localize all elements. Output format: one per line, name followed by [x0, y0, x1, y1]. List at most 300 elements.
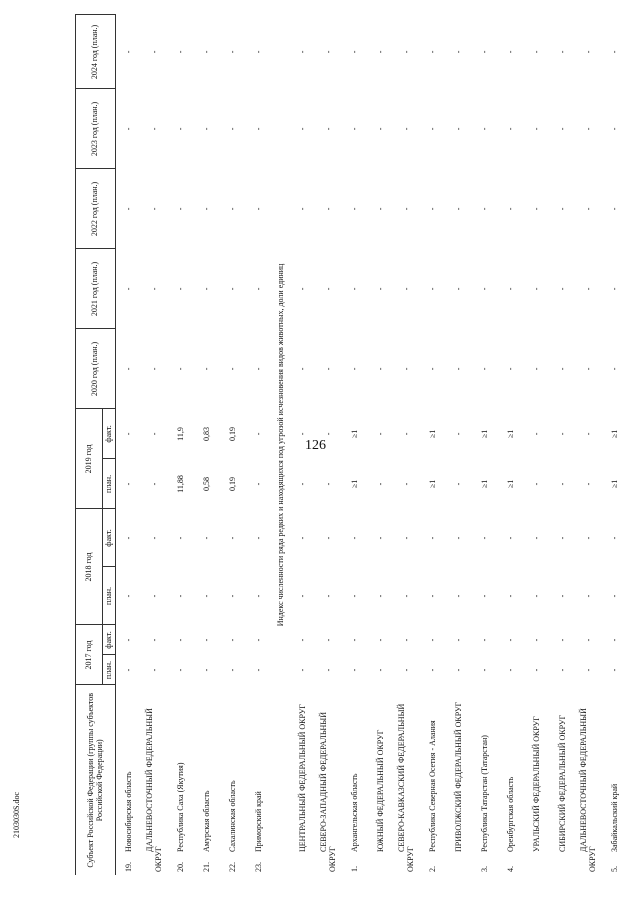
- row-value: -: [297, 432, 307, 436]
- page-number: 126: [305, 438, 326, 453]
- row-label: ЦЕНТРАЛЬНЫЙ ФЕДЕРАЛЬНЫЙ ОКРУГ: [297, 703, 307, 852]
- row-value: -: [557, 207, 567, 211]
- row-label: ЮЖНЫЙ ФЕДЕРАЛЬНЫЙ ОКРУГ: [375, 729, 385, 852]
- table-row: [524, 15, 550, 875]
- row-label: Забайкальский край: [609, 783, 619, 852]
- row-value: 0,19: [227, 476, 237, 491]
- row-value: ≥1: [427, 429, 437, 439]
- row-name: [498, 685, 524, 875]
- table-row: [550, 15, 576, 875]
- data-table: [75, 14, 628, 875]
- row-value: -: [401, 482, 411, 486]
- row-value: -: [175, 367, 185, 371]
- row-value: -: [201, 367, 211, 371]
- row-value: -: [479, 668, 489, 672]
- table-row: [220, 15, 246, 875]
- row-value: -: [253, 127, 263, 131]
- table-row: [576, 15, 602, 875]
- row-value: -: [123, 207, 133, 211]
- row-value: -: [453, 287, 463, 291]
- row-name: [116, 685, 143, 875]
- table-row: [498, 15, 524, 875]
- row-value: -: [253, 367, 263, 371]
- row-value: -: [453, 482, 463, 486]
- row-value: 11,88: [175, 475, 185, 493]
- row-label: Республика Северная Осетия - Алания: [427, 720, 437, 852]
- row-value: -: [505, 536, 515, 540]
- row-value: -: [609, 668, 619, 672]
- row-value: -: [149, 50, 159, 54]
- row-value: -: [505, 594, 515, 598]
- row-value: -: [427, 594, 437, 598]
- row-value: -: [297, 482, 307, 486]
- row-value: -: [149, 367, 159, 371]
- row-value: -: [123, 50, 133, 54]
- row-value: -: [227, 50, 237, 54]
- row-value: -: [253, 432, 263, 436]
- row-value: -: [227, 594, 237, 598]
- row-value: -: [175, 287, 185, 291]
- row-value: -: [227, 127, 237, 131]
- row-value: -: [479, 207, 489, 211]
- row-value: -: [227, 367, 237, 371]
- row-value: -: [253, 536, 263, 540]
- row-value: -: [123, 638, 133, 642]
- row-number: 21.: [201, 862, 211, 872]
- row-value: -: [427, 50, 437, 54]
- row-value: -: [323, 207, 333, 211]
- row-value: -: [323, 594, 333, 598]
- row-label: Оренбургская область: [505, 776, 515, 852]
- row-value: -: [123, 594, 133, 598]
- row-name: [342, 685, 368, 875]
- row-value: -: [349, 638, 359, 642]
- row-name: [316, 685, 342, 875]
- row-label: Амурская область: [201, 790, 211, 852]
- row-value: -: [583, 432, 593, 436]
- row-value: -: [401, 50, 411, 54]
- table-row: [446, 15, 472, 875]
- header-row: [76, 15, 103, 875]
- row-value: -: [297, 287, 307, 291]
- row-value: -: [609, 50, 619, 54]
- row-value: -: [609, 367, 619, 371]
- row-label: Республика Саха (Якутия): [175, 762, 185, 852]
- row-value: -: [123, 287, 133, 291]
- row-label: Приморский край: [253, 791, 263, 852]
- table-row: [116, 15, 143, 875]
- row-value: -: [427, 287, 437, 291]
- header-subject: Субъект Российской Федерации (группы субъектов Российской Федерации): [76, 685, 116, 875]
- header-fact: факт.: [103, 409, 116, 459]
- row-name: [168, 685, 194, 875]
- row-name: [290, 685, 316, 875]
- row-value: -: [375, 367, 385, 371]
- row-value: -: [323, 536, 333, 540]
- row-value: ≥1: [479, 429, 489, 439]
- row-name: [220, 685, 246, 875]
- row-value: -: [349, 207, 359, 211]
- row-value: -: [479, 536, 489, 540]
- row-number: 19.: [123, 862, 133, 872]
- row-value: -: [427, 207, 437, 211]
- row-name: [194, 685, 220, 875]
- row-number: 2.: [427, 866, 437, 872]
- row-value: -: [453, 367, 463, 371]
- row-value: -: [123, 127, 133, 131]
- row-label: УРАЛЬСКИЙ ФЕДЕРАЛЬНЫЙ ОКРУГ: [531, 716, 541, 852]
- table-row: [472, 15, 498, 875]
- row-value: -: [201, 127, 211, 131]
- row-value: -: [349, 594, 359, 598]
- row-value: -: [323, 668, 333, 672]
- row-value: -: [453, 536, 463, 540]
- table-row: [168, 15, 194, 875]
- row-value: -: [253, 287, 263, 291]
- row-value: -: [201, 638, 211, 642]
- table-row: [394, 15, 420, 875]
- row-value: -: [375, 50, 385, 54]
- row-value: ≥1: [349, 479, 359, 489]
- row-value: -: [401, 367, 411, 371]
- table-row: [602, 15, 628, 875]
- row-value: -: [505, 207, 515, 211]
- row-value: -: [557, 536, 567, 540]
- row-value: -: [479, 50, 489, 54]
- row-name: [368, 685, 394, 875]
- row-value: -: [609, 287, 619, 291]
- rotated-table-container: [75, 15, 619, 875]
- row-value: -: [227, 668, 237, 672]
- row-value: -: [427, 127, 437, 131]
- row-value: -: [583, 127, 593, 131]
- row-value: -: [609, 594, 619, 598]
- row-value: -: [531, 482, 541, 486]
- row-value: -: [531, 594, 541, 598]
- row-value: -: [253, 207, 263, 211]
- row-value: -: [583, 668, 593, 672]
- row-value: -: [609, 536, 619, 540]
- row-value: -: [297, 367, 307, 371]
- row-value: -: [453, 594, 463, 598]
- table-row: [290, 15, 316, 875]
- row-value: -: [297, 668, 307, 672]
- header-year: 2023 год (план.): [76, 89, 116, 169]
- row-value: -: [349, 287, 359, 291]
- row-value: -: [375, 594, 385, 598]
- header-plan: план.: [103, 655, 116, 685]
- row-value: -: [123, 367, 133, 371]
- row-value: -: [479, 638, 489, 642]
- row-value: -: [149, 287, 159, 291]
- row-value: 0,19: [227, 426, 237, 441]
- row-value: -: [123, 536, 133, 540]
- row-name: [394, 685, 420, 875]
- row-value: -: [557, 287, 567, 291]
- row-value: 0,58: [201, 476, 211, 491]
- row-number: 1.: [349, 866, 359, 872]
- row-value: ≥1: [609, 479, 619, 489]
- row-value: -: [557, 638, 567, 642]
- row-value: -: [453, 207, 463, 211]
- row-value: -: [453, 432, 463, 436]
- row-value: ≥1: [427, 479, 437, 489]
- row-label: СЕВЕРО-ЗАПАДНЫЙ ФЕДЕРАЛЬНЫЙ ОКРУГ: [319, 711, 337, 872]
- row-value: -: [375, 482, 385, 486]
- row-value: -: [609, 638, 619, 642]
- row-value: -: [401, 207, 411, 211]
- row-value: -: [401, 432, 411, 436]
- row-value: -: [323, 287, 333, 291]
- row-value: -: [583, 207, 593, 211]
- row-value: ≥1: [609, 429, 619, 439]
- row-value: -: [401, 127, 411, 131]
- section-title: Индекс численности ряда редких и находящихся под угрозой исчезновения видов животных, доли единиц: [275, 263, 285, 627]
- row-name: [602, 685, 628, 875]
- row-value: -: [123, 668, 133, 672]
- row-value: -: [297, 50, 307, 54]
- row-value: -: [349, 50, 359, 54]
- row-value: -: [349, 367, 359, 371]
- row-value: -: [557, 594, 567, 598]
- row-value: -: [557, 668, 567, 672]
- header-year: 2021 год (план.): [76, 249, 116, 329]
- row-value: -: [531, 536, 541, 540]
- row-value: -: [227, 287, 237, 291]
- row-value: -: [557, 482, 567, 486]
- row-label: Сахалинская область: [227, 780, 237, 852]
- row-value: 0,83: [201, 426, 211, 441]
- row-value: -: [175, 638, 185, 642]
- row-value: -: [323, 432, 333, 436]
- row-value: -: [531, 207, 541, 211]
- row-value: -: [583, 638, 593, 642]
- row-value: -: [505, 50, 515, 54]
- row-value: -: [349, 536, 359, 540]
- row-number: 22.: [227, 862, 237, 872]
- row-value: -: [583, 594, 593, 598]
- table-body: [116, 15, 629, 875]
- row-number: 3.: [479, 866, 489, 872]
- row-value: -: [401, 287, 411, 291]
- row-value: -: [175, 536, 185, 540]
- row-value: -: [609, 207, 619, 211]
- row-value: -: [375, 536, 385, 540]
- row-value: -: [227, 536, 237, 540]
- row-value: -: [149, 127, 159, 131]
- row-value: -: [401, 536, 411, 540]
- table-row: [342, 15, 368, 875]
- row-value: 11,9: [175, 427, 185, 441]
- row-value: -: [505, 638, 515, 642]
- row-value: -: [349, 668, 359, 672]
- row-value: -: [297, 127, 307, 131]
- row-value: -: [583, 482, 593, 486]
- header-year: 2019 год: [76, 409, 103, 509]
- table-row: [316, 15, 342, 875]
- row-number: 4.: [505, 866, 515, 872]
- row-value: -: [175, 50, 185, 54]
- row-value: -: [323, 367, 333, 371]
- row-value: -: [201, 50, 211, 54]
- row-name: [524, 685, 550, 875]
- header-plan: план.: [103, 459, 116, 509]
- row-value: -: [505, 367, 515, 371]
- row-name: [472, 685, 498, 875]
- row-value: -: [149, 482, 159, 486]
- row-value: -: [201, 594, 211, 598]
- row-value: -: [505, 287, 515, 291]
- row-value: -: [505, 668, 515, 672]
- row-value: -: [149, 594, 159, 598]
- row-value: -: [479, 287, 489, 291]
- row-value: -: [349, 127, 359, 131]
- row-value: ≥1: [505, 479, 515, 489]
- row-value: -: [557, 127, 567, 131]
- row-value: -: [531, 668, 541, 672]
- row-label: Архангельская область: [349, 773, 359, 852]
- header-year: 2017 год: [76, 625, 103, 685]
- row-name: [446, 685, 472, 875]
- row-value: -: [479, 367, 489, 371]
- row-value: -: [227, 207, 237, 211]
- row-value: -: [531, 367, 541, 371]
- header-year: 2020 год (план.): [76, 329, 116, 409]
- row-number: 20.: [175, 862, 185, 872]
- row-value: -: [149, 638, 159, 642]
- row-value: -: [583, 536, 593, 540]
- section-row: [272, 15, 290, 875]
- row-value: -: [375, 432, 385, 436]
- header-fact: факт.: [103, 625, 116, 655]
- row-value: -: [297, 594, 307, 598]
- row-label: ДАЛЬНЕВОСТОЧНЫЙ ФЕДЕРАЛЬНЫЙ ОКРУГ: [145, 708, 163, 872]
- row-value: -: [123, 432, 133, 436]
- row-value: -: [201, 287, 211, 291]
- row-value: -: [175, 207, 185, 211]
- row-value: -: [149, 432, 159, 436]
- row-value: -: [453, 638, 463, 642]
- row-value: -: [323, 127, 333, 131]
- table-row: [194, 15, 220, 875]
- row-value: -: [123, 482, 133, 486]
- row-value: -: [375, 127, 385, 131]
- row-value: -: [401, 594, 411, 598]
- row-value: -: [297, 638, 307, 642]
- row-value: -: [175, 127, 185, 131]
- row-value: -: [175, 594, 185, 598]
- row-value: -: [323, 638, 333, 642]
- header-year: 2024 год (план.): [76, 15, 116, 89]
- row-value: -: [201, 536, 211, 540]
- row-value: -: [375, 638, 385, 642]
- header-year: 2022 год (план.): [76, 169, 116, 249]
- row-value: ≥1: [479, 479, 489, 489]
- row-name: [550, 685, 576, 875]
- row-number: 5.: [609, 866, 619, 872]
- row-value: -: [375, 287, 385, 291]
- table-row: [142, 15, 168, 875]
- row-value: -: [201, 668, 211, 672]
- row-number: 23.: [253, 862, 263, 872]
- row-name: [246, 685, 272, 875]
- row-value: -: [479, 594, 489, 598]
- row-value: ≥1: [505, 429, 515, 439]
- row-value: -: [427, 367, 437, 371]
- row-label: ДАЛЬНЕВОСТОЧНЫЙ ФЕДЕРАЛЬНЫЙ ОКРУГ: [579, 708, 597, 872]
- row-value: -: [427, 536, 437, 540]
- table-header: [76, 15, 116, 875]
- row-value: -: [453, 127, 463, 131]
- header-year: 2018 год: [76, 509, 103, 625]
- row-value: -: [323, 50, 333, 54]
- row-value: -: [401, 638, 411, 642]
- row-value: -: [505, 127, 515, 131]
- row-value: -: [253, 482, 263, 486]
- row-value: -: [453, 50, 463, 54]
- row-value: -: [531, 287, 541, 291]
- row-value: -: [253, 638, 263, 642]
- row-label: Новосибирская область: [123, 771, 133, 852]
- row-value: -: [253, 50, 263, 54]
- row-value: -: [149, 536, 159, 540]
- row-value: -: [149, 668, 159, 672]
- row-value: -: [253, 594, 263, 598]
- row-value: ≥1: [349, 429, 359, 439]
- row-value: -: [531, 127, 541, 131]
- row-value: -: [375, 207, 385, 211]
- row-value: -: [427, 638, 437, 642]
- row-value: -: [479, 127, 489, 131]
- table-row: [368, 15, 394, 875]
- row-label: ПРИВОЛЖСКИЙ ФЕДЕРАЛЬНЫЙ ОКРУГ: [453, 701, 463, 852]
- header-plan: план.: [103, 567, 116, 625]
- row-value: -: [583, 287, 593, 291]
- row-value: -: [175, 668, 185, 672]
- row-value: -: [427, 668, 437, 672]
- row-value: -: [297, 207, 307, 211]
- row-value: -: [323, 482, 333, 486]
- footer-filename: 2103030S.doc: [12, 792, 21, 838]
- row-value: -: [201, 207, 211, 211]
- row-name: [576, 685, 602, 875]
- header-fact: факт.: [103, 509, 116, 567]
- row-value: -: [557, 367, 567, 371]
- row-value: -: [253, 668, 263, 672]
- row-value: -: [227, 638, 237, 642]
- row-name: [420, 685, 446, 875]
- row-value: -: [583, 367, 593, 371]
- row-name: [142, 685, 168, 875]
- row-value: -: [297, 536, 307, 540]
- row-label: СИБИРСКИЙ ФЕДЕРАЛЬНЫЙ ОКРУГ: [557, 714, 567, 852]
- row-value: -: [531, 50, 541, 54]
- table-row: [246, 15, 272, 875]
- row-value: -: [609, 127, 619, 131]
- row-value: -: [149, 207, 159, 211]
- row-value: -: [531, 638, 541, 642]
- row-label: СЕВЕРО-КАВКАЗСКИЙ ФЕДЕРАЛЬНЫЙ ОКРУГ: [397, 703, 415, 872]
- row-value: -: [531, 432, 541, 436]
- row-value: -: [583, 50, 593, 54]
- row-value: -: [557, 50, 567, 54]
- row-value: -: [375, 668, 385, 672]
- row-label: Республика Татарстан (Татарстан): [479, 735, 489, 852]
- row-value: -: [453, 668, 463, 672]
- row-value: -: [401, 668, 411, 672]
- table-row: [420, 15, 446, 875]
- row-value: -: [557, 432, 567, 436]
